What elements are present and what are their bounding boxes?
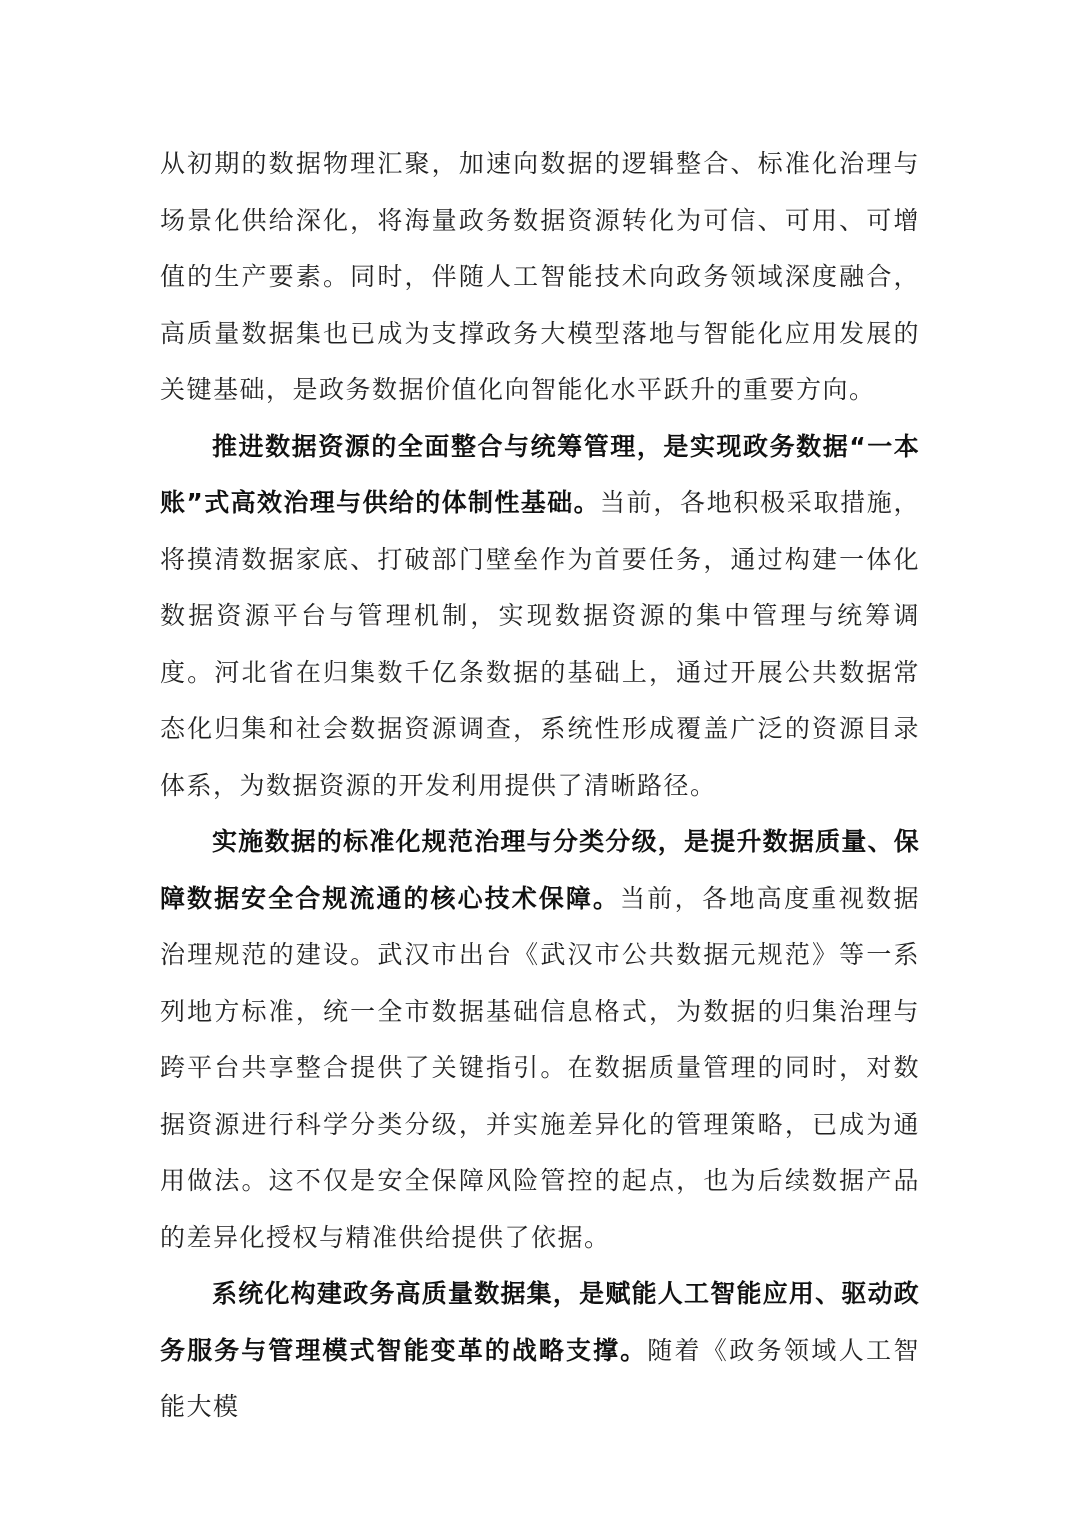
paragraph-dataset-construction bbox=[160, 1266, 920, 1436]
paragraph-body: 随着《政务领域人工智能大模 bbox=[160, 1335, 920, 1421]
paragraph-resource-integration bbox=[160, 419, 920, 815]
paragraph-lead-sentence: 推进数据资源的全面整合与统筹管理，是实现政务数据“一本账”式高效治理与供给的体制性基础。 bbox=[160, 431, 920, 517]
paragraph-standardization bbox=[160, 814, 920, 1266]
paragraph-body: 从初期的数据物理汇聚，加速向数据的逻辑整合、标准化治理与场景化供给深化，将海量政务数据资源转化为可信、可用、可增值的生产要素。同时，伴随人工智能技术向政务领域深度融合，高质量数据集也已成为支撑政务大模型落地与智能化应用发展的关键基础，是政务数据价值化向智能化水平跃升的重要方向。 bbox=[160, 149, 920, 404]
paragraph-body: 当前，各地高度重视数据治理规范的建设。武汉市出台《武汉市公共数据元规范》等一系列地方标准，统一全市数据基础信息格式，为数据的归集治理与跨平台共享整合提供了关键指引。在数据质量管理的同时，对数据资源进行科学分类分级，并实施差异化的管理策略，已成为通用做法。这不仅是安全保障风险管控的起点，也为后续数据产品的差异化授权与精准供给提供了依据。 bbox=[160, 883, 920, 1252]
paragraph-body: 当前，各地积极采取措施，将摸清数据家底、打破部门壁垒作为首要任务，通过构建一体化数据资源平台与管理机制，实现数据资源的集中管理与统筹调度。河北省在归集数千亿条数据的基础上，通过开展公共数据常态化归集和社会数据资源调查，系统性形成覆盖广泛的资源目录体系，为数据资源的开发利用提供了清晰路径。 bbox=[160, 488, 920, 800]
document-body bbox=[160, 136, 920, 1436]
paragraph-continuation bbox=[160, 136, 920, 419]
paragraph-lead-sentence: 系统化构建政务高质量数据集，是赋能人工智能应用、驱动政务服务与管理模式智能变革的战略支撑。 bbox=[160, 1279, 920, 1365]
paragraph-lead-sentence: 实施数据的标准化规范治理与分类分级，是提升数据质量、保障数据安全合规流通的核心技术保障。 bbox=[160, 827, 920, 913]
